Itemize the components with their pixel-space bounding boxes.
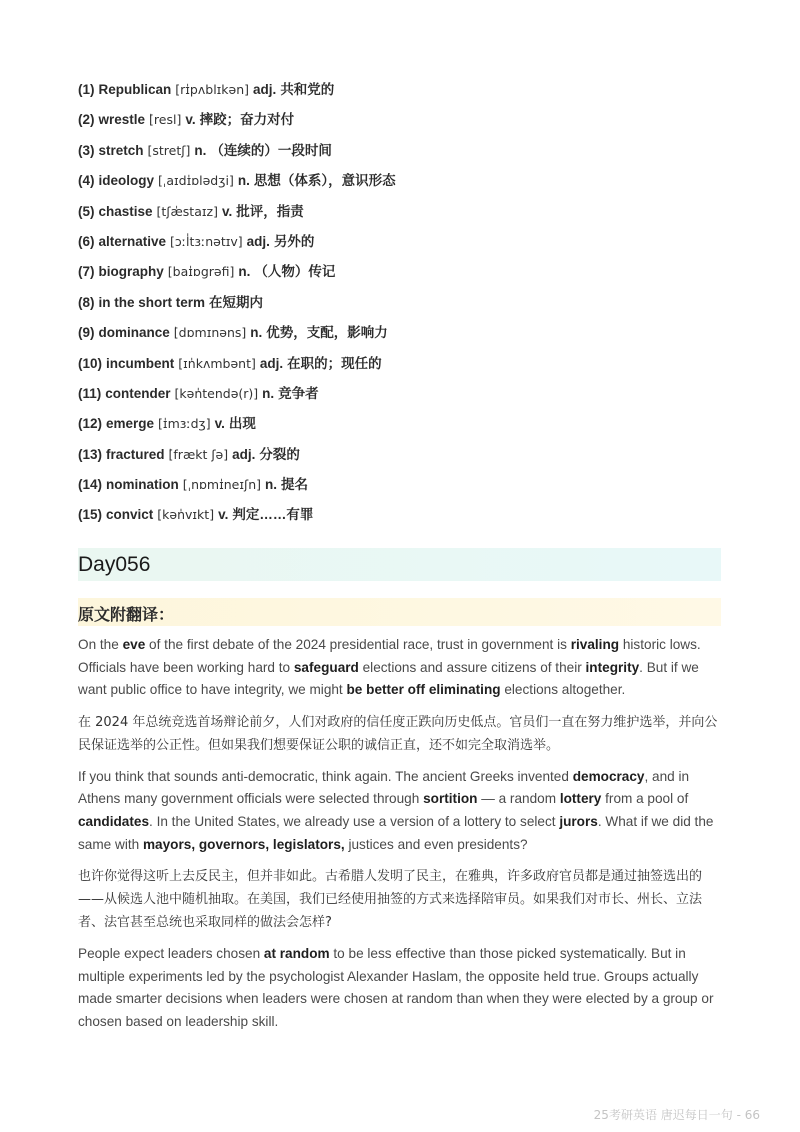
vocab-part-of-speech: adj. xyxy=(232,446,256,462)
vocab-number: (1) xyxy=(78,82,95,97)
vocab-meaning: 优势，支配，影响力 xyxy=(266,325,388,341)
vocab-item xyxy=(78,140,738,170)
vocab-number: (6) xyxy=(78,233,95,249)
vocab-word: in the short term xyxy=(98,294,206,310)
page-footer: 25考研英语 唐迟每日一句 - 66 xyxy=(593,1108,760,1122)
vocab-pronunciation: [ˌaɪdɪ̍ɒlədʒi] xyxy=(158,173,234,189)
vocab-pronunciation: [rɪ̍pʌblɪkən] xyxy=(175,82,250,97)
paragraph-en-2: If you think that sounds anti-democratic, think again. The ancient Greeks invented democracy, and in Athens many government officials were selected through sortition — a random lottery from a pool of candidates. In the United States, we already use a version of a lottery to select jurors. What if we did the same with mayors, governors, legislators, justices and even presidents? xyxy=(78,768,714,852)
vocab-item xyxy=(78,322,738,352)
vocab-pronunciation: [baɪ̍ɒgrəfi] xyxy=(167,264,235,280)
vocab-word: fractured xyxy=(106,446,165,462)
vocab-pronunciation: [ɪn̍kʌmbənt] xyxy=(178,355,256,371)
vocab-pronunciation: [kən̍vɪkt] xyxy=(157,507,215,523)
vocab-part-of-speech: n. xyxy=(265,477,278,493)
vocab-part-of-speech: adj. xyxy=(246,233,270,249)
vocab-meaning: 另外的 xyxy=(273,233,315,249)
vocab-number: (14) xyxy=(78,477,103,493)
vocab-part-of-speech: v. xyxy=(221,203,233,219)
vocab-number: (3) xyxy=(78,142,95,158)
vocab-meaning: 思想（体系），意识形态 xyxy=(253,173,396,189)
vocab-word: chastise xyxy=(98,203,153,219)
vocab-pronunciation: [tʃæ̍staɪz] xyxy=(156,203,218,219)
vocab-number: (12) xyxy=(78,416,103,432)
vocab-list xyxy=(78,79,738,535)
vocab-pronunciation: [ˌnɒmɪ̍neɪʃn] xyxy=(182,477,262,493)
vocab-meaning: 在职的；现任的 xyxy=(287,355,382,371)
vocab-item xyxy=(78,170,738,200)
vocab-meaning: 竞争者 xyxy=(278,385,319,401)
vocab-item xyxy=(78,474,738,504)
vocab-meaning: 摔跤；奋力对付 xyxy=(199,112,295,128)
vocab-item xyxy=(78,292,738,322)
vocab-number: (9) xyxy=(78,325,95,341)
vocab-part-of-speech: n. xyxy=(250,325,263,341)
vocab-word: nomination xyxy=(106,477,179,493)
vocab-part-of-speech: adj. xyxy=(253,82,277,97)
vocab-word: contender xyxy=(105,385,171,401)
vocab-part-of-speech: n. xyxy=(238,264,251,280)
vocab-number: (7) xyxy=(78,264,95,280)
paragraph-zh-1: 在 2024 年总统竞选首场辩论前夕，人们对政府的信任度正跌向历史低点。官员们一直在努力维护选举，并向公民保证选举的公正性。但如果我们想要保证公职的诚信正直，还不如完全取消选举。 xyxy=(78,714,718,753)
vocab-number: (13) xyxy=(78,446,103,462)
vocab-meaning: 出现 xyxy=(228,416,256,432)
vocab-meaning: （人物）传记 xyxy=(254,264,336,280)
vocab-item xyxy=(78,383,738,413)
vocab-number: (11) xyxy=(78,385,102,401)
vocab-number: (2) xyxy=(78,112,95,128)
vocab-word: ideology xyxy=(98,173,155,189)
paragraph-en-1: On the eve of the first debate of the 2024 presidential race, trust in government is rivaling historic lows. Officials have been working hard to safeguard elections and assure citizens of their integrity. But if we want public office to have integrity, we might be better off eliminating elections altogether. xyxy=(78,637,701,698)
vocab-item xyxy=(78,353,738,383)
vocab-item xyxy=(78,201,738,231)
vocab-item xyxy=(78,444,738,474)
vocab-word: emerge xyxy=(106,416,155,432)
vocab-meaning: 批评，指责 xyxy=(236,203,304,219)
vocab-number: (10) xyxy=(78,355,103,371)
day-header xyxy=(78,548,721,581)
vocab-part-of-speech: n. xyxy=(194,142,207,158)
vocab-meaning: 提名 xyxy=(281,477,309,493)
vocab-word: stretch xyxy=(98,142,144,158)
vocab-meaning: 判定……有罪 xyxy=(232,507,314,523)
vocab-item xyxy=(78,261,738,291)
vocab-item xyxy=(78,504,738,534)
vocab-meaning: 分裂的 xyxy=(259,446,300,462)
vocab-item xyxy=(78,79,738,109)
vocab-part-of-speech: n. xyxy=(262,385,275,401)
vocab-number: (4) xyxy=(78,173,95,189)
vocab-pronunciation: [̍frækt ʃə] xyxy=(168,446,229,462)
vocab-part-of-speech: adj. xyxy=(259,355,284,371)
vocab-word: dominance xyxy=(98,325,170,341)
article-content xyxy=(78,634,723,1043)
vocab-part-of-speech: v. xyxy=(218,507,229,523)
vocab-part-of-speech: n. xyxy=(237,173,250,189)
vocab-pronunciation: [ɪ̍mɜːdʒ] xyxy=(158,416,211,432)
day-title: Day056 xyxy=(78,553,151,576)
vocab-meaning: 在短期内 xyxy=(209,294,264,310)
vocab-pronunciation: [stretʃ] xyxy=(147,142,191,158)
vocab-number: (8) xyxy=(78,294,95,310)
paragraph-en-3: People expect leaders chosen at random to be less effective than those picked systematically. But in multiple experiments led by the psychologist Alexander Haslam, the opposite held true. Groups actually made smarter decisions when leaders were chosen at random than when they were elected by a group or chosen based on leadership skill. xyxy=(78,946,714,1029)
vocab-word: Republican xyxy=(98,82,172,97)
vocab-word: alternative xyxy=(98,233,167,249)
vocab-meaning: （连续的）一段时间 xyxy=(210,142,332,158)
vocab-part-of-speech: v. xyxy=(185,112,196,128)
vocab-pronunciation: [̍resl] xyxy=(149,112,182,128)
vocab-word: wrestle xyxy=(98,112,146,128)
vocab-pronunciation: [̍dɒmɪnəns] xyxy=(173,325,247,341)
vocab-item xyxy=(78,109,738,139)
vocab-pronunciation: [kən̍tendə(r)] xyxy=(174,385,259,401)
vocab-item xyxy=(78,231,738,261)
vocab-number: (15) xyxy=(78,507,103,523)
vocab-word: convict xyxy=(106,507,154,523)
vocab-part-of-speech: v. xyxy=(214,416,225,432)
vocab-meaning: 共和党的 xyxy=(280,82,335,97)
section-title: 原文附翻译： xyxy=(78,607,175,624)
vocab-word: biography xyxy=(98,264,164,280)
vocab-item xyxy=(78,413,738,443)
vocab-number: (5) xyxy=(78,203,95,219)
vocab-pronunciation: [ɔːl̍tɜːnətɪv] xyxy=(170,233,243,249)
section-header xyxy=(78,598,721,626)
vocab-word: incumbent xyxy=(106,355,175,371)
paragraph-zh-2: 也许你觉得这听上去反民主，但并非如此。古希腊人发明了民主，在雅典，许多政府官员都是通过抽签选出的——从候选人池中随机抽取。在美国，我们已经使用抽签的方式来选择陪审员。如果我们对市长、州长、立法者、法官甚至总统也采取同样的做法会怎样? xyxy=(78,869,703,931)
